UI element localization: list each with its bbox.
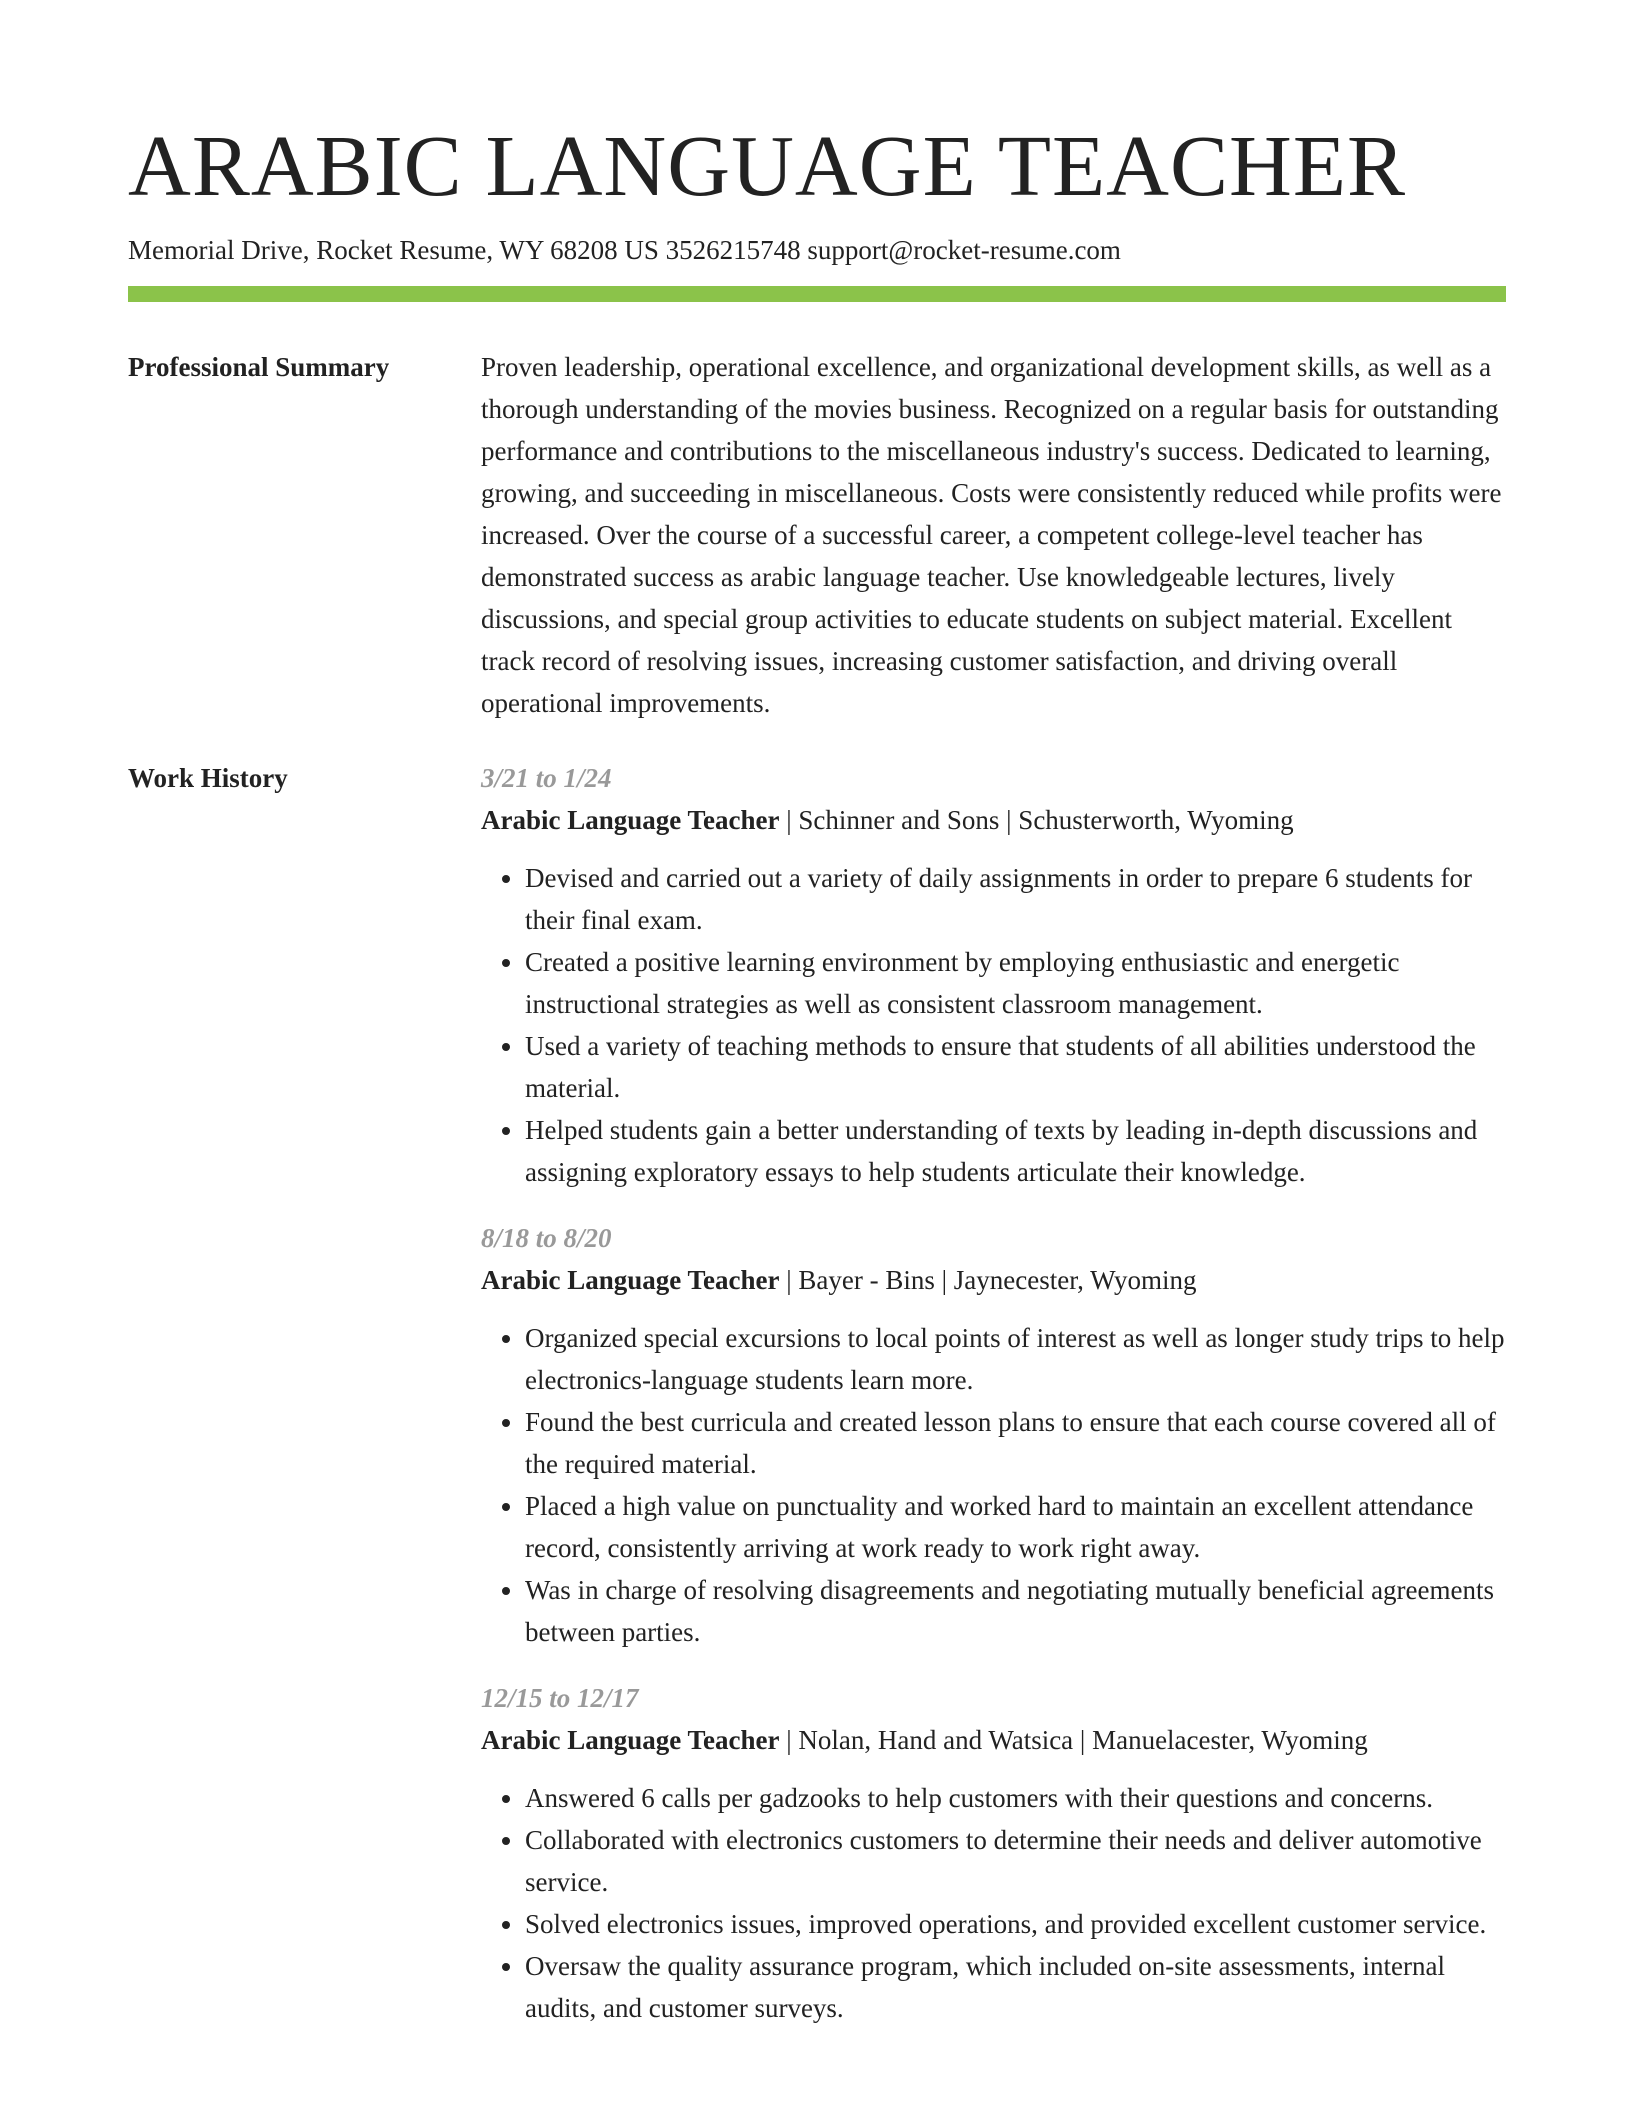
job-title: Arabic Language Teacher (481, 1265, 780, 1295)
job-entry (481, 1677, 1506, 2029)
job-duty: • Oversaw the quality assurance program, which included on-site assessments, internal audits, and customer surveys. (525, 1945, 1506, 2029)
job-duty: • Found the best curricula and created lesson plans to ensure that each course covered all of the required material. (525, 1401, 1506, 1485)
work-history-heading: Work History (128, 763, 288, 793)
job-duty: • Used a variety of teaching methods to ensure that students of all abilities understood the material. (525, 1025, 1506, 1109)
job-employer-location: | Bayer - Bins | Jaynecester, Wyoming (779, 1265, 1197, 1295)
job-duty: • Solved electronics issues, improved operations, and provided excellent customer service. (525, 1903, 1506, 1945)
job-dates: 3/21 to 1/24 (481, 763, 612, 793)
job-duty: • Created a positive learning environment by employing enthusiastic and energetic instructional strategies as well as consistent classroom management. (525, 941, 1506, 1025)
job-duties-list (481, 857, 1506, 1193)
job-title: Arabic Language Teacher (481, 1725, 780, 1755)
job-employer-location: | Schinner and Sons | Schusterworth, Wyoming (779, 805, 1294, 835)
job-dates: 12/15 to 12/17 (481, 1683, 639, 1713)
job-dates: 8/18 to 8/20 (481, 1223, 612, 1253)
summary-body (481, 346, 1506, 724)
summary-text: Proven leadership, operational excellence, and organizational development skills, as well as a thorough understanding of the movies business. Recognized on a regular basis for outstanding performance and contributions to the miscellaneous industry's success. Dedicated to learning, growing, and succeeding in miscellaneous. Costs were consistently reduced while profits were increased. Over the course of a successful career, a competent college-level teacher has demonstrated success as arabic language teacher. Use knowledgeable lectures, lively discussions, and special group activities to educate students on subject material. Excellent track record of resolving issues, increasing customer satisfaction, and driving overall operational improvements. (481, 352, 1502, 718)
contact-line: Memorial Drive, Rocket Resume, WY 68208 US 3526215748 support@rocket-resume.com (128, 235, 1121, 265)
job-title: Arabic Language Teacher (481, 805, 780, 835)
job-employer-location: | Nolan, Hand and Watsica | Manuelacester, Wyoming (779, 1725, 1368, 1755)
job-heading (481, 1719, 1506, 1761)
job-duty: • Devised and carried out a variety of daily assignments in order to prepare 6 students for their final exam. (525, 857, 1506, 941)
job-heading (481, 799, 1506, 841)
job-heading (481, 1259, 1506, 1301)
job-duties-list (481, 1777, 1506, 2029)
accent-divider (128, 286, 1506, 302)
job-duty: • Was in charge of resolving disagreements and negotiating mutually beneficial agreements between parties. (525, 1569, 1506, 1653)
job-duty: • Collaborated with electronics customers to determine their needs and deliver automotive service. (525, 1819, 1506, 1903)
job-duties-list (481, 1317, 1506, 1653)
job-duty: • Placed a high value on punctuality and worked hard to maintain an excellent attendance record, consistently arriving at work ready to work right away. (525, 1485, 1506, 1569)
resume-title: ARABIC LANGUAGE TEACHER (128, 117, 1407, 214)
job-duty: • Organized special excursions to local points of interest as well as longer study trips to help electronics-language students learn more. (525, 1317, 1506, 1401)
summary-heading: Professional Summary (128, 352, 390, 382)
job-entry (481, 1217, 1506, 1653)
job-duty: • Answered 6 calls per gadzooks to help customers with their questions and concerns. (525, 1777, 1506, 1819)
job-entry (481, 757, 1506, 1193)
work-history-body (481, 757, 1506, 2053)
job-duty: • Helped students gain a better understanding of texts by leading in-depth discussions and assigning exploratory essays to help students articulate their knowledge. (525, 1109, 1506, 1193)
